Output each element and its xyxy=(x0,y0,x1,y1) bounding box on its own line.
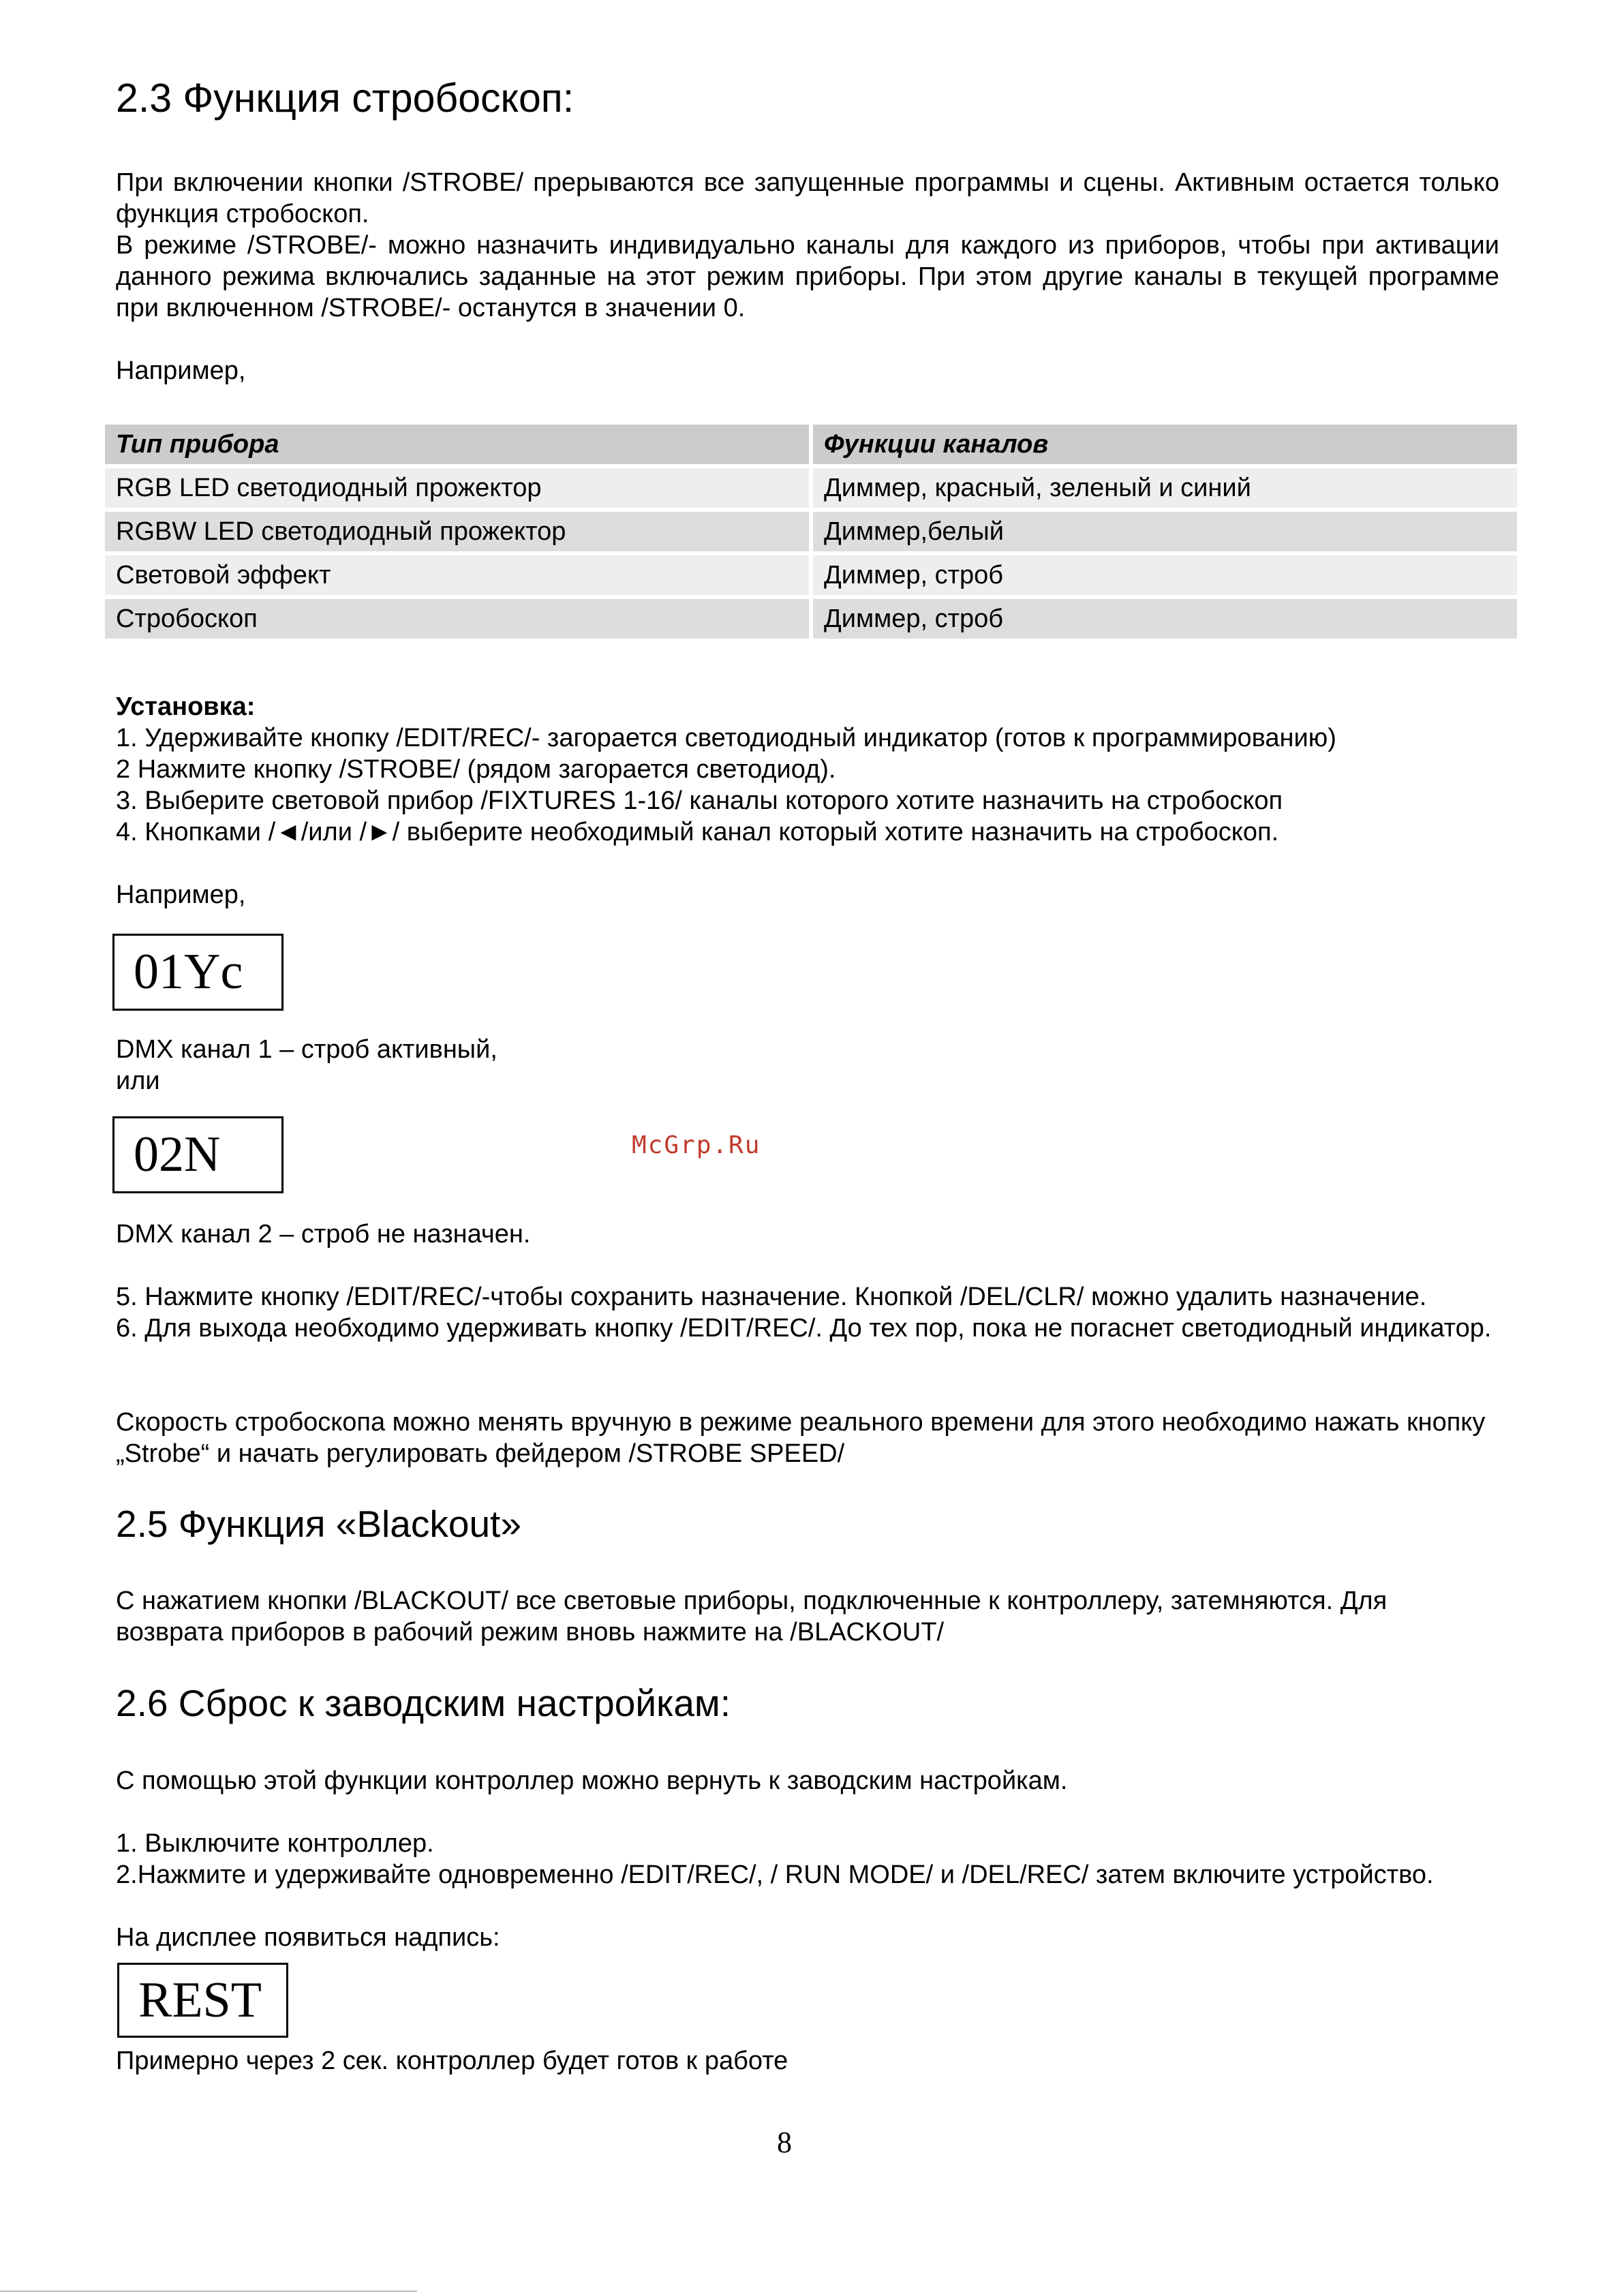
table-row xyxy=(105,512,1517,551)
reset-intro: С помощью этой функции контроллер можно вернуть к заводским настройкам. xyxy=(116,1766,1068,1795)
display-1-caption: DMX канал 1 – строб активный, xyxy=(116,1035,497,1064)
reset-final-note: Примерно через 2 сек. контроллер будет готов к работе xyxy=(116,2047,788,2075)
display-2-caption: DMX канал 2 – строб не назначен. xyxy=(116,1220,531,1249)
section-heading-2-6: 2.6 Сброс к заводским настройкам: xyxy=(116,1682,731,1724)
lcd-display-01yc: 01Yc xyxy=(112,934,284,1011)
example-label-2: Например, xyxy=(116,881,246,909)
table-row xyxy=(105,555,1517,595)
intro-paragraph-1: При включении кнопки /STROBE/ прерываются все запущенные программы и сцены. Активным остается только функция стробоскоп. xyxy=(116,168,1499,228)
footer-rule xyxy=(0,2291,417,2292)
reset-step-1: 1. Выключите контроллер. xyxy=(116,1829,434,1858)
setup-step-4: 4. Кнопками /◄/или /►/ выберите необходимый канал который хотите назначить на стробоскоп. xyxy=(116,818,1279,846)
watermark: McGrp.Ru xyxy=(632,1131,761,1159)
table-cell: Стробоскоп xyxy=(105,599,809,639)
step-6: 6. Для выхода необходимо удерживать кнопку /EDIT/REC/. До тех пор, пока не погаснет светодиодный индикатор. xyxy=(116,1314,1492,1343)
section-heading-2-3: 2.3 Функция стробоскоп: xyxy=(116,76,574,121)
table-cell: RGB LED светодиодный прожектор xyxy=(105,468,809,508)
lcd-display-02n: 02N xyxy=(112,1116,284,1193)
table-cell: Диммер,белый xyxy=(813,512,1517,551)
table-cell: Световой эффект xyxy=(105,555,809,595)
step-5: 5. Нажмите кнопку /EDIT/REC/-чтобы сохранить назначение. Кнопкой /DEL/CLR/ можно удалить назначение. xyxy=(116,1283,1427,1311)
table-header-row xyxy=(105,425,1517,464)
setup-step-3: 3. Выберите световой прибор /FIXTURES 1-16/ каналы которого хотите назначить на стробоскоп xyxy=(116,786,1283,815)
table-cell: RGBW LED светодиодный прожектор xyxy=(105,512,809,551)
table-cell: Диммер, строб xyxy=(813,599,1517,639)
setup-step-1: 1. Удерживайте кнопку /EDIT/REC/- загорается светодиодный индикатор (готов к программированию) xyxy=(116,724,1336,752)
display-note: На дисплее появиться надпись: xyxy=(116,1923,500,1952)
lcd-display-rest: REST xyxy=(117,1963,288,2038)
table-header-cell: Тип прибора xyxy=(105,425,809,464)
document-page xyxy=(116,0,1506,2296)
setup-step-2: 2 Нажмите кнопку /STROBE/ (рядом загорается светодиод). xyxy=(116,755,836,784)
table-row xyxy=(105,468,1517,508)
page-number: 8 xyxy=(777,2126,792,2159)
setup-title: Установка: xyxy=(116,692,256,721)
table-row xyxy=(105,599,1517,639)
table-header-cell: Функции каналов xyxy=(813,425,1517,464)
section-heading-2-5: 2.5 Функция «Blackout» xyxy=(116,1503,521,1545)
intro-paragraph-2: В режиме /STROBE/- можно назначить индивидуально каналы для каждого из приборов, чтобы при активации данного режима включались заданные на этот режим приборы. При этом другие каналы в текущей программе при включенном /STROBE/- останутся в значении 0. xyxy=(116,231,1499,322)
table-cell: Диммер, красный, зеленый и синий xyxy=(813,468,1517,508)
blackout-paragraph: С нажатием кнопки /BLACKOUT/ все световые приборы, подключенные к контроллеру, затемняются. Для возврата приборов в рабочий режим вновь нажмите на /BLACKOUT/ xyxy=(116,1587,1388,1647)
table-cell: Диммер, строб xyxy=(813,555,1517,595)
reset-step-2: 2.Нажмите и удерживайте одновременно /EDIT/REC/, / RUN MODE/ и /DEL/REC/ затем включите устройство. xyxy=(116,1861,1434,1889)
or-label: или xyxy=(116,1067,160,1095)
strobe-speed-note: Скорость стробоскопа можно менять вручную в режиме реального времени для этого необходимо нажать кнопку „Strobe“ и начать регулировать фейдером /STROBE SPEED/ xyxy=(116,1408,1486,1468)
fixture-table xyxy=(101,420,1521,643)
example-label: Например, xyxy=(116,356,246,385)
